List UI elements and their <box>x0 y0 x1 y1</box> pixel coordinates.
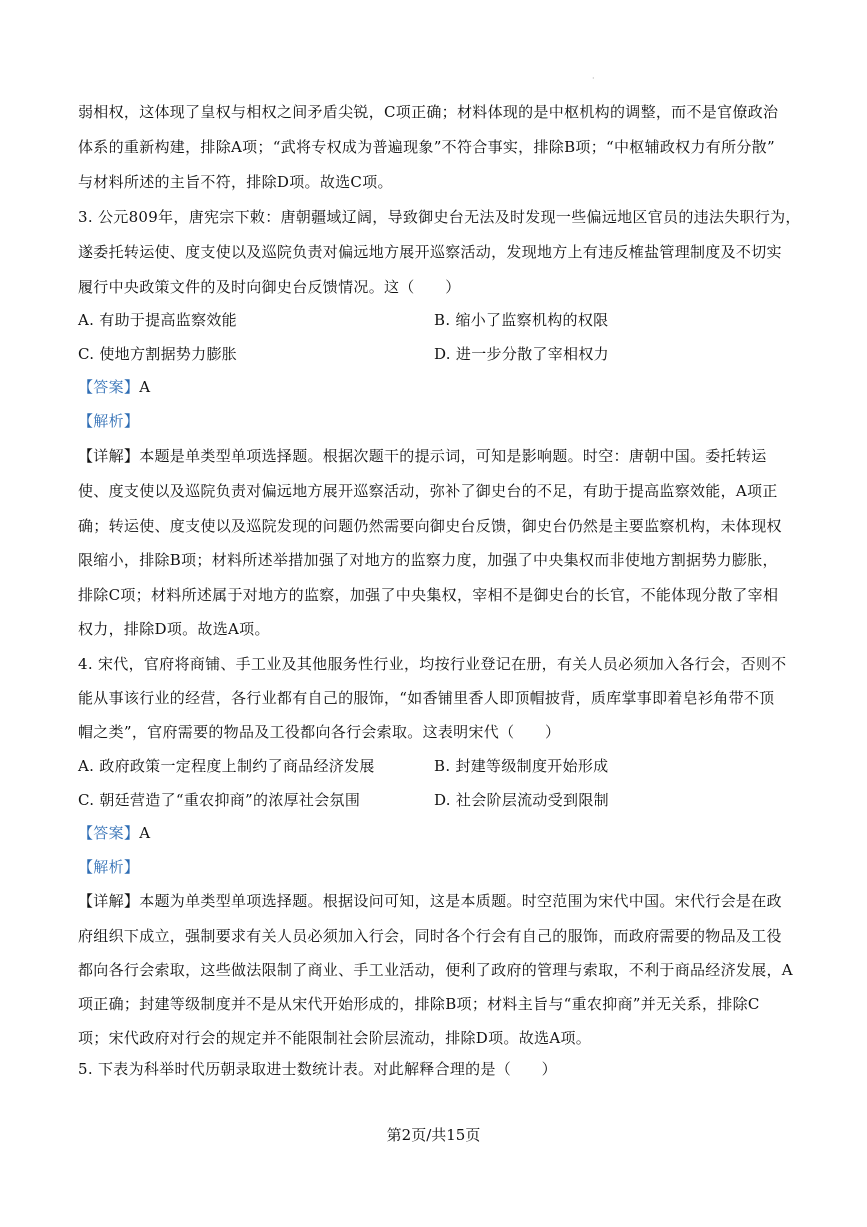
top-mark: · <box>592 74 595 83</box>
q3-option-a: A. 有助于提高监察效能 <box>78 311 237 329</box>
detail-text: 本题为单类型单项选择题。根据设问可知，这是本质题。时空范围为宋代中国。宋代行会是在政 <box>139 892 782 910</box>
q3-detail-line <box>78 445 767 467</box>
q3-detail-line: 排除C项；材料所述属于对地方的监察，加强了中央集权，宰相不是御史台的长官，不能体现分散了宰相 <box>78 586 779 604</box>
text-line: 与材料所述的主旨不符，排除D项。故选C项。 <box>78 173 393 191</box>
question-5-stem: 5. 下表为科举时代历朝录取进士数统计表。对此解释合理的是（ ） <box>78 1060 557 1078</box>
q3-option-b: B. 缩小了监察机构的权限 <box>434 311 609 329</box>
q4-options-row-1 <box>78 755 609 777</box>
q3-analysis-heading <box>78 410 139 432</box>
q4-option-a: A. 政府政策一定程度上制约了商品经济发展 <box>78 757 375 775</box>
q4-answer <box>78 822 150 844</box>
q3-option-d: D. 进一步分散了宰相权力 <box>434 345 609 363</box>
q4-detail-line <box>78 890 782 912</box>
text-line: 帽之类”，官府需要的物品及工役都向各行会索取。这表明宋代（ ） <box>78 723 561 741</box>
q3-detail-line: 使、度支使以及巡院负责对偏远地方展开巡察活动，弥补了御史台的不足，有助于提高监察效能，A项正 <box>78 482 778 500</box>
question-4-stem: 4. 宋代，官府将商铺、手工业及其他服务性行业，均按行业登记在册，有关人员必须加入各行会，否则不 <box>78 655 787 673</box>
q3-detail-line: 权力，排除D项。故选A项。 <box>78 620 270 638</box>
q3-option-c: C. 使地方割据势力膨胀 <box>78 345 238 363</box>
answer-tag: 【答案】 <box>78 378 140 396</box>
q3-options-row-1 <box>78 309 609 331</box>
analysis-tag: 【解析】 <box>78 412 140 430</box>
q3-answer <box>78 376 150 398</box>
answer-value: A <box>139 378 151 396</box>
q4-option-c: C. 朝廷营造了“重农抑商”的浓厚社会氛围 <box>78 791 361 809</box>
q4-detail-line: 项正确；封建等级制度并不是从宋代开始形成的，排除B项；材料主旨与“重农抑商”并无关系，排除C <box>78 995 760 1013</box>
answer-value: A <box>139 824 151 842</box>
text-line: 弱相权，这体现了皇权与相权之间矛盾尖锐，C项正确；材料体现的是中枢机构的调整，而不是官僚政治 <box>78 103 779 121</box>
q3-options-row-2 <box>78 343 609 365</box>
q4-option-d: D. 社会阶层流动受到限制 <box>434 791 609 809</box>
detail-tag: 【详解】 <box>78 447 140 465</box>
q3-detail-line: 限缩小，排除B项；材料所述举措加强了对地方的监察力度，加强了中央集权而非使地方割据势力膨胀， <box>78 551 778 569</box>
q4-detail-line: 项；宋代政府对行会的规定并不能限制社会阶层流动，排除D项。故选A项。 <box>78 1029 592 1047</box>
text-line: 遂委托转运使、度支使以及巡院负责对偏远地方展开巡察活动，发现地方上有违反榷盐管理制度及不切实 <box>78 243 782 261</box>
text-line: 体系的重新构建，排除A项；“武将专权成为普遍现象”不符合事实，排除B项；“中枢辅政权力有所分散” <box>78 138 775 156</box>
text-line: 履行中央政策文件的及时向御史台反馈情况。这（ ） <box>78 278 461 296</box>
text-line: 能从事该行业的经营，各行业都有自己的服饰，“如香铺里香人即顶帽披背，质库掌事即着皂衫角带不顶 <box>78 689 775 707</box>
q4-detail-line: 都向各行会索取，这些做法限制了商业、手工业活动，便利了政府的管理与索取，不利于商品经济发展，A <box>78 961 793 979</box>
page-footer: 第2页/共15页 <box>386 1126 481 1144</box>
detail-text: 本题是单类型单项选择题。根据次题干的提示词，可知是影响题。时空：唐朝中国。委托转运 <box>139 447 767 465</box>
q4-analysis-heading <box>78 856 139 878</box>
q3-detail-line: 确；转运使、度支使以及巡院发现的问题仍然需要向御史台反馈，御史台仍然是主要监察机构，未体现权 <box>78 517 782 535</box>
detail-tag: 【详解】 <box>78 892 140 910</box>
analysis-tag: 【解析】 <box>78 858 140 876</box>
question-3-stem: 3. 公元809年，唐宪宗下敕：唐朝疆域辽阔，导致御史台无法及时发现一些偏远地区官员的违法失职行为， <box>78 208 801 226</box>
q4-detail-line: 府组织下成立，强制要求有关人员必须加入行会，同时各个行会有自己的服饰，而政府需要的物品及工役 <box>78 927 782 945</box>
answer-tag: 【答案】 <box>78 824 140 842</box>
q4-option-b: B. 封建等级制度开始形成 <box>434 757 609 775</box>
q4-options-row-2 <box>78 789 609 811</box>
